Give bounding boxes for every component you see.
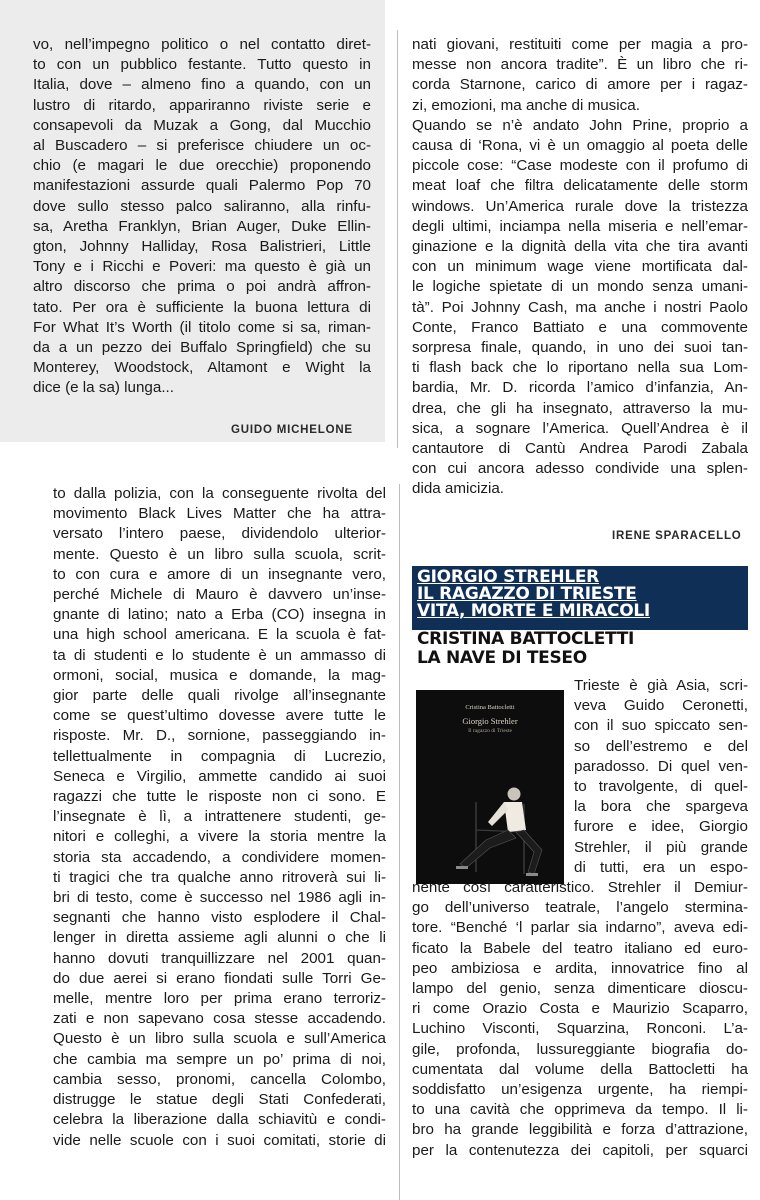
text-line: bri di testo, come è successo nel 1986 agli in- xyxy=(53,889,386,907)
banner-line: GIORGIO STREHLER xyxy=(417,567,599,587)
cover-author: Cristina Battocletti xyxy=(465,704,515,711)
text-line: per la contenutezza dei capitoli, per squarci xyxy=(412,1141,748,1159)
text-line: bardia, Mr. D. ricorda l’amico d’infanzia, An- xyxy=(412,379,748,397)
text-line: to dalla polizia, con la conseguente rivolta del xyxy=(53,485,386,502)
signature-guido-michelone: GUIDO MICHELONE xyxy=(231,424,353,436)
text-line: da a un pezzo dei Buffalo Springfield) che su xyxy=(33,339,371,357)
text-line: dove sullo stesso palco saliranno, alla rinfu- xyxy=(33,197,371,215)
text-line: Monterey, Woodstock, Altamont e Wight la xyxy=(33,359,371,377)
article-left-top xyxy=(33,35,371,399)
text-line: Questo è un libro sulla scuola e sull’America xyxy=(53,1030,386,1048)
text-line: una high school americana. E la scuola è fat- xyxy=(53,626,386,644)
cover-title: Giorgio Strehler xyxy=(462,716,518,726)
signature-irene-sparacello: IRENE SPARACELLO xyxy=(612,530,742,542)
text-line: chio (e magari le due orecchie) proponendo xyxy=(33,157,371,175)
text-line: to travolgente, di quel- xyxy=(574,778,748,796)
text-line: storia sta accadendo, a condividere momen- xyxy=(53,848,386,866)
text-line: paradosso. Di quel ven- xyxy=(574,757,748,775)
text-line: Conte, Franco Battiato e una commovente xyxy=(412,318,748,336)
text-line: ginazione e la dignità della vita che tira avanti xyxy=(412,238,748,256)
text-line: messe non ancora tradite”. È un libro che ri- xyxy=(412,56,748,74)
text-line: tato. Per ora è sufficiente la buona lettura di xyxy=(33,298,371,316)
text-line: gior parte delle quali rivolge all’insegnante xyxy=(53,687,386,705)
banner-line: IL RAGAZZO DI TRIESTE xyxy=(417,584,637,604)
text-line: al Buscadero – si preferisce chiudere un oc- xyxy=(33,137,371,155)
text-line: perché Michele di Mauro è davvero un’inse- xyxy=(53,586,386,604)
text-line: windows. Un’America rurale dove la tristezza xyxy=(412,197,748,215)
text-line: ficato la Babele del teatro italiano ed euro- xyxy=(412,939,748,957)
text-line: causa di ‘Rona, vi è un omaggio al poeta delle xyxy=(412,137,748,155)
text-line: peo ambiziosa e ardita, innovatrice fino al xyxy=(412,959,748,977)
text-line: lampo del genio, senza dimenticare dioscu- xyxy=(412,980,748,998)
text-line: lenger in diretta assieme agli alunni o che li xyxy=(53,929,386,947)
text-line: furore e idee, Giorgio xyxy=(574,818,748,836)
text-line: Quando se n’è andato John Prine, proprio a xyxy=(412,116,748,134)
text-line: movimento Black Lives Matter che ha attra- xyxy=(53,505,386,523)
text-line: manifestazioni assurde quali Palermo Pop 70 xyxy=(33,177,371,195)
text-line: do due aerei si erano fiondati sulle Torri Ge- xyxy=(53,969,386,987)
text-line: sorpresa finale, quando, in uno dei suoi tan- xyxy=(412,339,748,357)
review-credits xyxy=(417,630,634,668)
column-divider-top xyxy=(397,30,398,448)
text-line: mente. Questo è un libro sulla scuola, scrit- xyxy=(53,545,386,563)
text-line: sa, Aretha Franklyn, Brian Auger, Duke Ellin- xyxy=(33,217,371,235)
text-line: l’insegnate è lì, a intrattenere studenti, ge- xyxy=(53,808,386,826)
text-line: versato l’intero paese, dividendolo ulterior- xyxy=(53,525,386,543)
text-line: cantautore di Cantù Andrea Parodi Zabala xyxy=(412,440,748,458)
cover-subtitle: Il ragazzo di Trieste xyxy=(468,728,512,734)
text-line: con un minimum wage viene mortificata dal- xyxy=(412,258,748,276)
text-line: come se quest’ultimo dovesse avere tutte le xyxy=(53,707,386,725)
text-line: corda Starnone, carico di amore per i ragaz- xyxy=(412,76,748,94)
text-line: Strehler, il più grande xyxy=(574,838,748,856)
text-line: Seneca e Virgilio, ammette candido ai suoi xyxy=(53,767,386,785)
text-line: ti tragici che tra qualche anno ritroverà sui li- xyxy=(53,868,386,886)
text-line: Tony e i Ricchi e Poveri: ma questo è già un xyxy=(33,258,371,276)
text-line: dice (e la sa) lunga... xyxy=(33,379,174,397)
text-line: di tutti, era un espo- xyxy=(574,858,748,876)
text-line: zati e non sapevano cosa stesse accadendo. xyxy=(53,1010,386,1028)
text-line: bro ha grande leggibilità e forza d’attrazione, xyxy=(412,1121,748,1139)
text-line: cambia sesso, pronomi, cancella Colombo, xyxy=(53,1070,386,1088)
text-line: to una cavità che opprimeva da tempo. Il li- xyxy=(412,1101,748,1119)
text-line: soddisfatto un’esigenza urgente, ha riempi- xyxy=(412,1081,748,1099)
book-cover-image xyxy=(416,690,564,884)
text-line: meat loaf che filtra delicatamente delle storm xyxy=(412,177,748,195)
text-line: risposte. Mr. D., sornione, passeggiando in- xyxy=(53,727,386,745)
text-line: altro discorso che prima o poi andrà affron- xyxy=(33,278,371,296)
cover-photo-illustration xyxy=(416,690,564,884)
text-line: ri come Orazio Costa e Maurizio Scaparro, xyxy=(412,1000,748,1018)
text-line: celebra la liberazione dalla schiavitù e condi- xyxy=(53,1111,386,1129)
text-line: degli ultimi, inciampa nella miseria e nell’emar- xyxy=(412,217,748,235)
text-line: vide nelle scuole con i suoi comitati, storie di xyxy=(53,1131,386,1149)
text-line: tellettualmente in compagnia di Lucrezio, xyxy=(53,747,386,765)
text-line: veva Guido Ceronetti, xyxy=(574,697,748,715)
text-line: to con un pubblico festante. Tutto questo in xyxy=(33,56,371,74)
text-line: nente così caratteristico. Strehler il Demiur- xyxy=(412,879,748,896)
text-line: dida amicizia. xyxy=(412,480,505,498)
text-line: con il suo spiccato sen- xyxy=(574,717,748,735)
text-line: tore. “Benché ‘l parlar sia indarno”, aveva edi- xyxy=(412,919,748,937)
text-line: ragazzi che tutte le risposte non ci sono. E xyxy=(53,788,386,806)
text-line: vo, nell’impegno politico o nel contatto diret- xyxy=(33,36,371,53)
text-line: drea, che gli ha insegnato, attraverso la mu- xyxy=(412,399,748,417)
text-line: Luchino Visconti, Squarzina, Ronconi. L’a- xyxy=(412,1020,748,1038)
review-text-beside-cover xyxy=(574,676,748,878)
text-line: gnante di latino; nato a Erba (CO) insegna in xyxy=(53,606,386,624)
text-line: ti flash back che lo riportano nella sua Lom- xyxy=(412,359,748,377)
text-line: che cambia ma sempre un po’ prima di noi, xyxy=(53,1050,386,1068)
text-line: con cui ancora adesso condivide una splen- xyxy=(412,460,748,478)
text-line: le logiche spietate di un mondo senza umani- xyxy=(412,278,748,296)
text-line: sica, a sognare l’America. Quell’Andrea è il xyxy=(412,419,748,437)
text-line: tà”. Poi Johnny Cash, ma anche i nostri Paolo xyxy=(412,298,748,316)
text-line: ormoni, social, musica e domande, la mag- xyxy=(53,666,386,684)
text-line: nitori e colleghi, a vivere la storia mentre la xyxy=(53,828,386,846)
text-line: piccole cose: “Case modeste con il profumo di xyxy=(412,157,748,175)
article-right-top xyxy=(412,35,748,500)
article-left-bottom xyxy=(53,484,386,1151)
text-line: segnanti che hanno visto esplodere il Chal- xyxy=(53,909,386,927)
text-line: gile, profonda, lussureggiante biografia do- xyxy=(412,1040,748,1058)
text-line: gton, Johnny Halliday, Rosa Balistrieri, Little xyxy=(33,238,371,256)
text-line: zi, emozioni, ma anche di musica. xyxy=(412,96,640,114)
text-line: lustro di ritardo, appariranno riviste serie e xyxy=(33,96,371,114)
column-divider-bottom xyxy=(399,484,400,1200)
review-title-banner xyxy=(412,566,748,630)
text-line: consapevoli da Muzak a Gong, dal Mucchio xyxy=(33,116,371,134)
text-line: to con cura e amore di un insegnante vero, xyxy=(53,565,386,583)
text-line: melle, mentre loro per prima erano terroriz- xyxy=(53,990,386,1008)
text-line: Italia, dove – almeno fino a quando, con un xyxy=(33,76,371,94)
banner-line: VITA, MORTE E MIRACOLI xyxy=(417,601,650,621)
text-line: For What It’s Worth (il titolo come si sa, riman- xyxy=(33,318,371,336)
text-line: cumentata dal volume della Battocletti ha xyxy=(412,1060,748,1078)
review-author: CRISTINA BATTOCLETTI xyxy=(417,629,635,649)
text-line: hanno dovuti tranquillizzare nel 2001 quan- xyxy=(53,949,386,967)
text-line: go dell’universo teatrale, l’angelo stermina- xyxy=(412,899,748,917)
text-line: ta di studenti e lo studente è un ammasso di xyxy=(53,646,386,664)
review-publisher: LA NAVE DI TESEO xyxy=(417,648,587,668)
text-line: nati giovani, restituiti come per magia a pro- xyxy=(412,36,748,53)
review-text xyxy=(412,878,748,1161)
text-line: la bora che spargeva xyxy=(574,798,748,816)
text-line: distrugge le statue degli Stati Confederati, xyxy=(53,1091,386,1109)
text-line: so dell’estremo e del xyxy=(574,737,748,755)
text-line: Trieste è già Asia, scri- xyxy=(574,677,748,694)
